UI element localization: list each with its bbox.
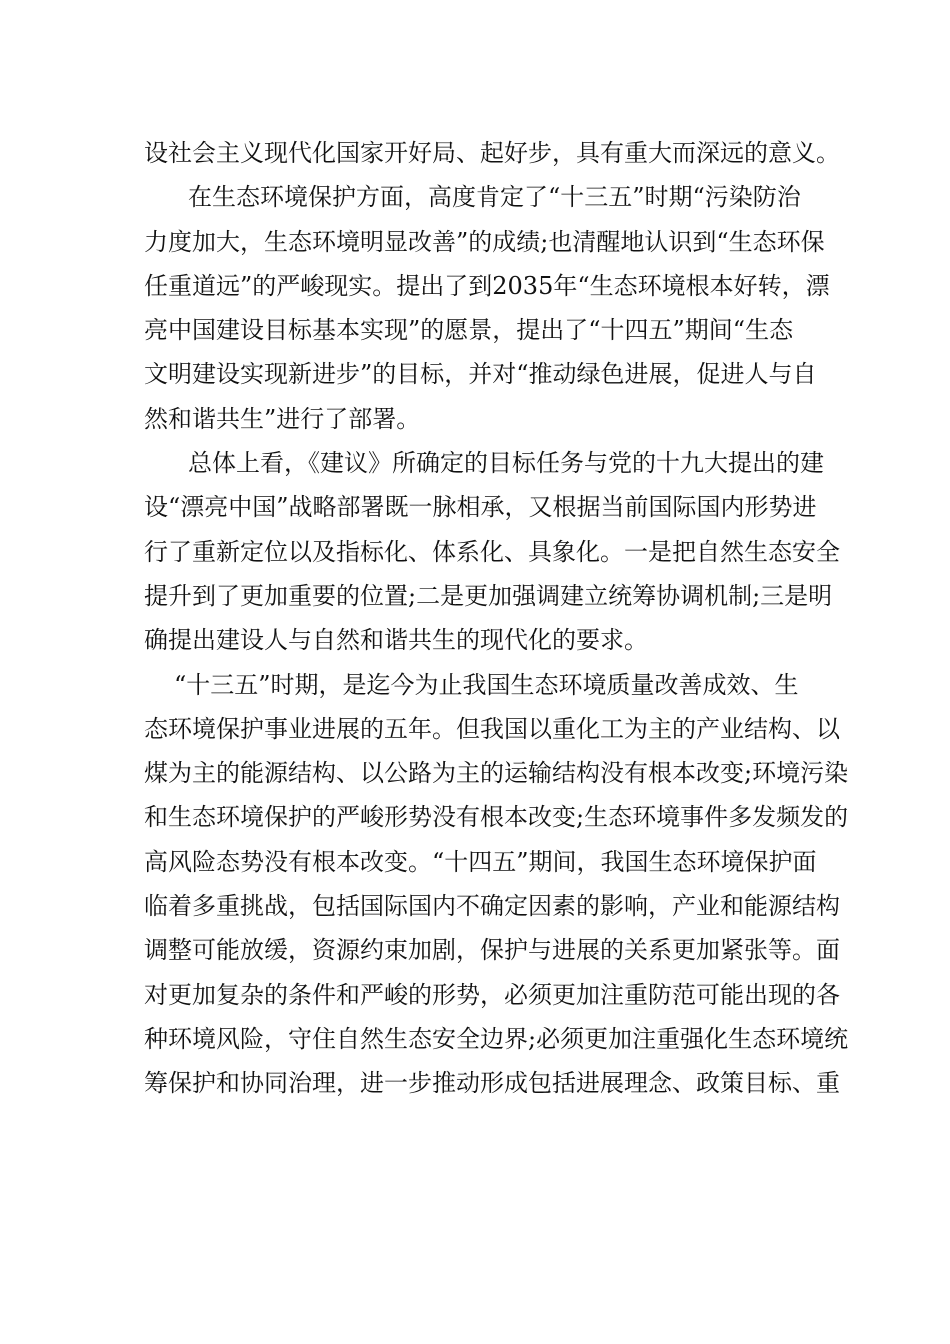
text-line: 煤为主的能源结构、以公路为主的运输结构没有根本改变;环境污染 [144,759,849,788]
text-line: 态环境保护事业进展的五年。但我国以重化工为主的产业结构、以 [144,714,840,743]
text-line: 然和谐共生”进行了部署。 [144,404,421,433]
text-line: 和生态环境保护的严峻形势没有根本改变;生态环境事件多发频发的 [144,803,849,832]
text-line: 亮中国建设目标基本实现”的愿景，提出了“十四五”期间“生态 [144,316,794,345]
text-line: 种环境风险，守住自然生态安全边界;必须更加注重强化生态环境统 [144,1024,849,1053]
text-line: “十三五”时期，是迄今为止我国生态环境质量改善成效、生 [174,670,799,699]
text-line: 文明建设实现新进步”的目标，并对“推动绿色进展，促进人与自 [144,360,817,389]
text-line: 调整可能放缓，资源约束加剧，保护与进展的关系更加紧张等。面 [144,936,840,965]
text-line: 在生态环境保护方面，高度肯定了“十三五”时期“污染防治 [188,183,801,212]
text-line: 设“漂亮中国”战略部署既一脉相承，又根据当前国际国内形势进 [144,493,817,522]
document-body [144,133,849,1108]
text-line: 设社会主义现代化国家开好局、起好步，具有重大而深远的意义。 [144,139,840,167]
text-line: 临着多重挑战，包括国际国内不确定因素的影响，产业和能源结构 [144,892,840,921]
text-line: 提升到了更加重要的位置;二是更加强调建立统筹协调机制;三是明 [144,581,833,610]
text-line: 筹保护和协同治理，进一步推动形成包括进展理念、政策目标、重 [144,1069,840,1098]
text-line: 总体上看，《建议》所确定的目标任务与党的十九大提出的建 [188,449,824,478]
text-line: 力度加大，生态环境明显改善”的成绩;也清醒地认识到“生态环保 [144,227,825,256]
text-line: 任重道远”的严峻现实。提出了到2035年“生态环境根本好转，漂 [144,271,830,300]
text-line: 高风险态势没有根本改变。“十四五”期间，我国生态环境保护面 [144,847,817,876]
text-line: 确提出建设人与自然和谐共生的现代化的要求。 [144,626,648,655]
text-line: 对更加复杂的条件和严峻的形势，必须更加注重防范可能出现的各 [144,980,840,1009]
text-line: 行了重新定位以及指标化、体系化、具象化。一是把自然生态安全 [144,537,840,566]
